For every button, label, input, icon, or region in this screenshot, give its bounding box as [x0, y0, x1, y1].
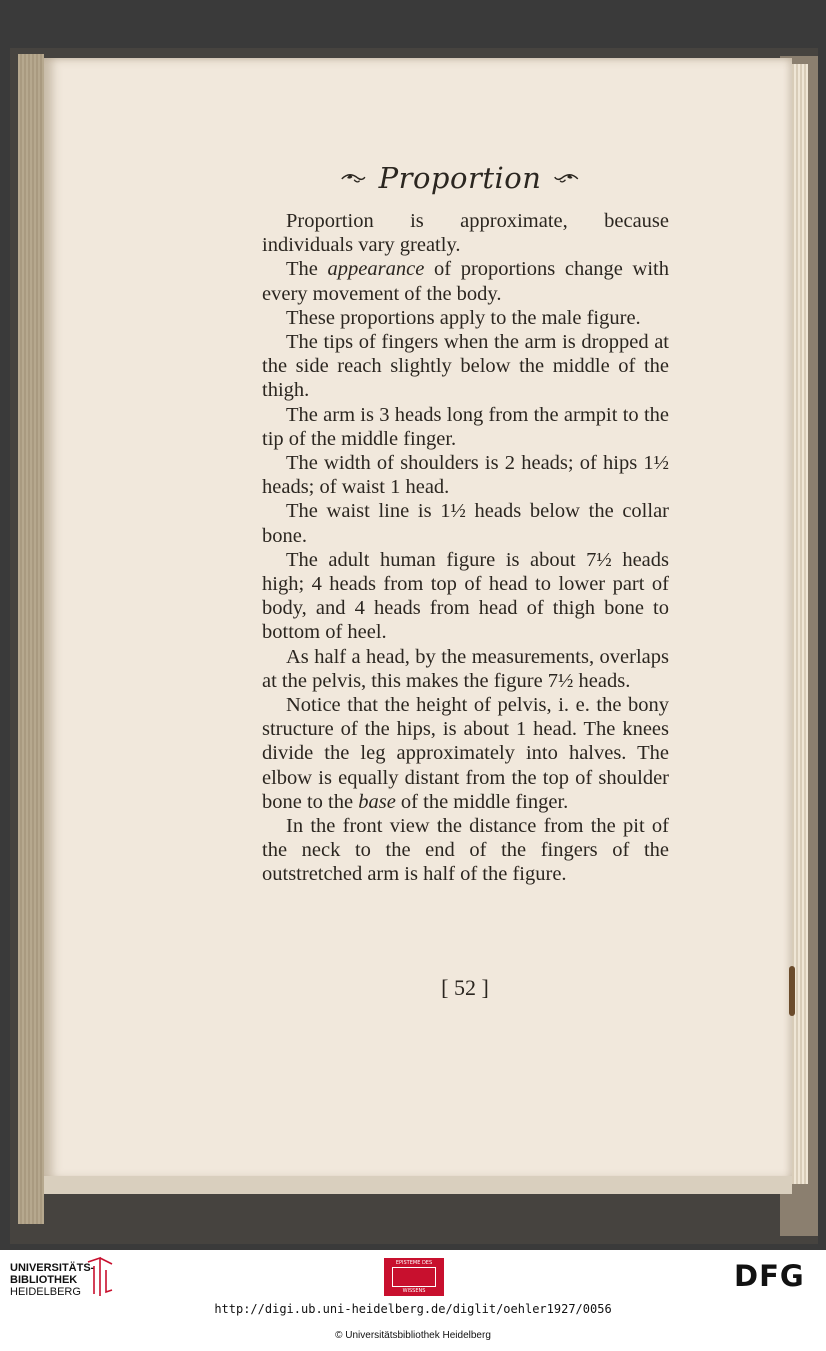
paragraph: The waist line is 1½ heads below the collar bone. — [262, 500, 669, 547]
permalink[interactable]: http://digi.ub.uni-heidelberg.de/diglit/oehler1927/0056 — [214, 1302, 612, 1316]
bookmark-ribbon — [789, 966, 795, 1016]
seal-frame — [392, 1267, 436, 1287]
seal-top-text: EPISTEME DES — [395, 1260, 433, 1266]
cover-spine-cloth — [18, 54, 44, 1224]
dfg-logo[interactable]: DFG — [734, 1259, 805, 1293]
paragraph: The appearance of proportions change with every movement of the body. — [262, 258, 670, 305]
episteme-seal[interactable] — [384, 1258, 444, 1296]
seal-bottom-text: WISSENS — [402, 1288, 426, 1294]
emphasis: base — [358, 790, 396, 813]
library-name-line2: BIBLIOTHEK — [10, 1274, 78, 1286]
copyright-notice: © Universitätsbibliothek Heidelberg — [335, 1330, 491, 1341]
page-number: [ 52 ] — [441, 975, 489, 1000]
chapter-heading — [340, 154, 580, 202]
paragraph: As half a head, by the measurements, overlaps at the pelvis, this makes the figure 7½ heads. — [262, 645, 669, 692]
emphasis: appearance — [327, 258, 425, 281]
paragraph: Notice that the height of pelvis, i. e. the bony structure of the hips, is about 1 head. The knees divide the leg approximately into halves. The elbow is equally distant from the top of shoulder bone to the base of the middle finger. — [262, 694, 669, 813]
library-name-line3: HEIDELBERG — [10, 1286, 81, 1298]
paragraph: In the front view the distance from the pit of the neck to the end of the fingers of the outstretched arm is half of the figure. — [262, 815, 669, 886]
paragraph: The adult human figure is about 7½ heads high; 4 heads from top of head to lower part of body, and 4 heads from head of thigh bone to bottom of heel. — [262, 548, 669, 644]
page-title: Proportion — [378, 161, 542, 195]
library-emblem-icon — [84, 1256, 116, 1300]
leaf-ornament-left-icon — [340, 169, 367, 187]
paragraph: The arm is 3 heads long from the armpit to the tip of the middle finger. — [262, 403, 669, 450]
library-name-line1: UNIVERSITÄTS- — [10, 1262, 95, 1274]
paragraph: The width of shoulders is 2 heads; of hips 1½ heads; of waist 1 head. — [262, 452, 669, 499]
page-bottom-edge — [44, 1176, 792, 1194]
paragraph: These proportions apply to the male figure. — [286, 306, 641, 329]
leaf-ornament-right-icon — [553, 169, 580, 187]
body-text — [262, 209, 669, 887]
paragraph: The tips of fingers when the arm is dropped at the side reach slightly below the middle of the thigh. — [262, 331, 669, 402]
paragraph: Proportion is approximate, because individuals vary greatly. — [262, 210, 669, 257]
